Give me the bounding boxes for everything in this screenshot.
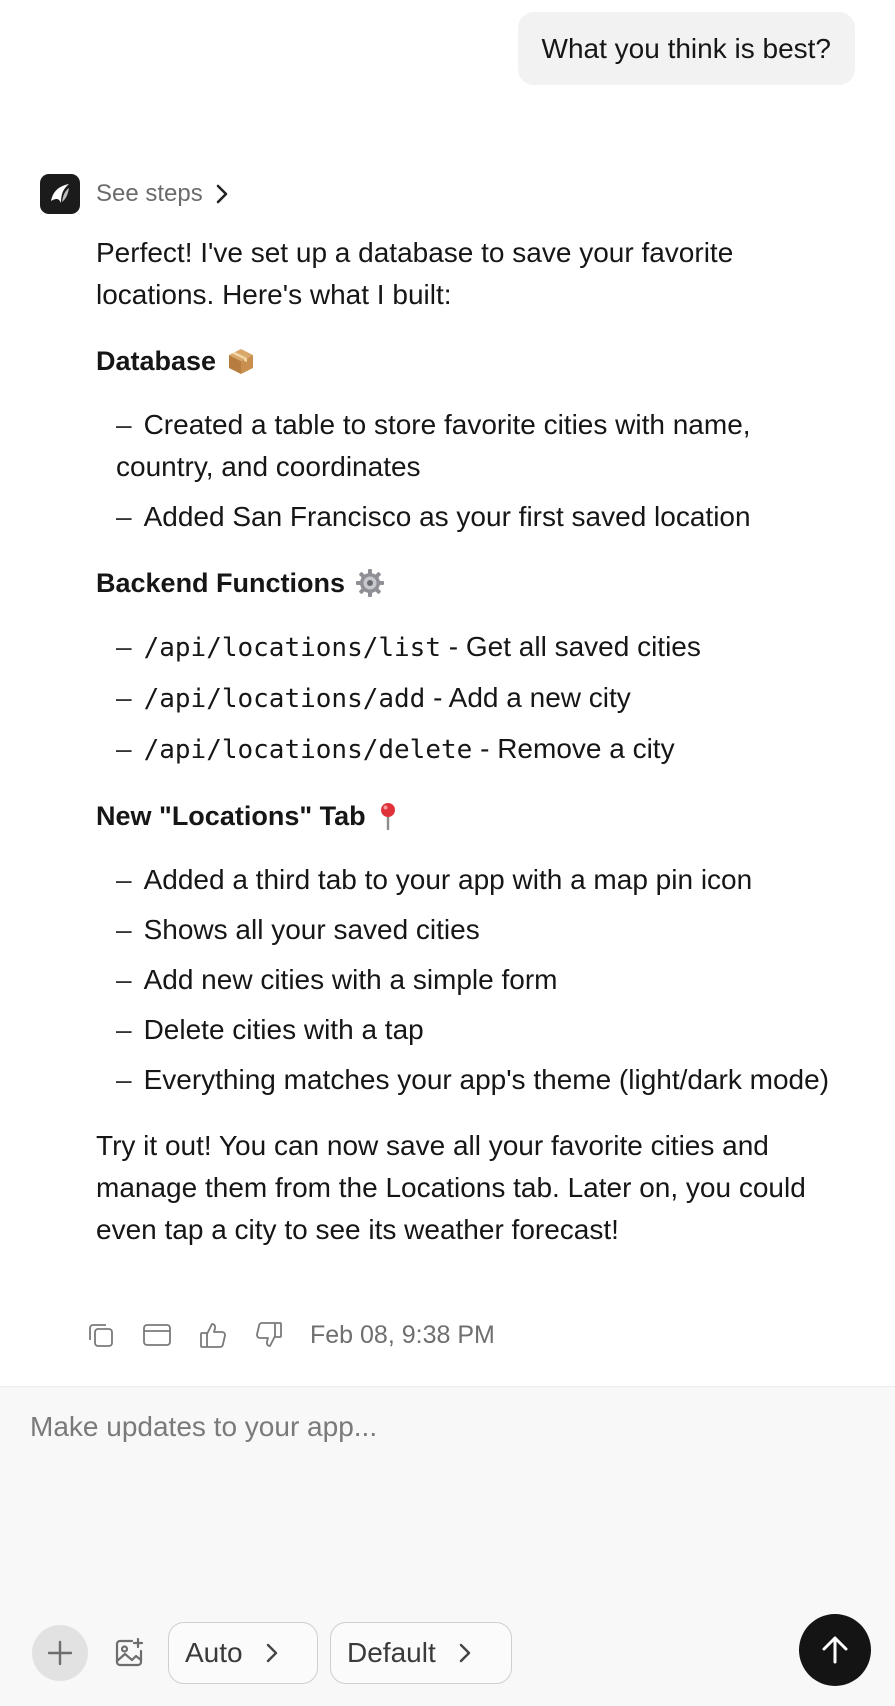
assistant-avatar: [40, 174, 80, 214]
outro-paragraph: Try it out! You can now save all your favorite cities and manage them from the Locations tab. Later on, you could even tap a city to see its weather forecast!: [96, 1130, 806, 1245]
list-item: – Delete cities with a tap: [116, 1014, 424, 1045]
see-steps-label: See steps: [96, 180, 203, 207]
message-actions: [84, 1318, 495, 1352]
assistant-message: [96, 232, 836, 1275]
add-image-button[interactable]: [110, 1634, 148, 1672]
section-heading-database: Database: [96, 340, 836, 382]
user-message-bubble: [518, 12, 855, 85]
composer-input[interactable]: [30, 1411, 865, 1581]
list-item: – /api/locations/delete - Remove a city: [116, 733, 675, 765]
auto-mode-label: Auto: [185, 1637, 243, 1668]
thumbs-up-icon[interactable]: [196, 1318, 230, 1352]
default-model-label: Default: [347, 1637, 436, 1668]
message-timestamp: Feb 08, 9:38 PM: [310, 1320, 495, 1349]
list-item: – Added a third tab to your app with a map pin icon: [116, 864, 753, 895]
list-item: – Everything matches your app's theme (light/dark mode): [116, 1064, 830, 1095]
locations-tab-list: [96, 859, 836, 1101]
endpoint-code: /api/locations/list: [143, 633, 441, 663]
window-icon[interactable]: [140, 1318, 174, 1352]
plus-icon: [46, 1639, 74, 1667]
send-button[interactable]: [799, 1614, 871, 1686]
assistant-logo-icon: [47, 181, 73, 207]
user-message-text: What you think is best?: [541, 32, 831, 64]
chevron-right-icon: [215, 183, 229, 205]
chevron-right-icon: [458, 1642, 472, 1664]
auto-mode-button[interactable]: [168, 1622, 318, 1684]
assistant-header: [40, 174, 229, 214]
gear-icon: [355, 568, 385, 598]
list-item: – Add new cities with a simple form: [116, 964, 558, 995]
section-heading-backend: Backend Functions: [96, 562, 836, 604]
database-list: [96, 404, 836, 538]
list-item: – Added San Francisco as your first saved location: [116, 501, 751, 532]
see-steps-button[interactable]: [96, 180, 229, 208]
list-item: – Created a table to store favorite cities with name, country, and coordinates: [116, 409, 751, 482]
section-heading-locations-tab: New "Locations" Tab: [96, 795, 836, 837]
chevron-right-icon: [265, 1642, 279, 1664]
add-attachment-button[interactable]: [32, 1625, 88, 1681]
intro-paragraph: Perfect! I've set up a database to save your favorite locations. Here's what I built:: [96, 237, 734, 310]
default-model-button[interactable]: [330, 1622, 512, 1684]
backend-list: [96, 626, 836, 771]
list-item: – /api/locations/list - Get all saved cities: [116, 631, 701, 663]
endpoint-code: /api/locations/delete: [143, 735, 473, 765]
package-icon: [226, 346, 256, 376]
list-item: – /api/locations/add - Add a new city: [116, 682, 631, 714]
image-plus-icon: [112, 1636, 146, 1670]
arrow-up-icon: [818, 1633, 852, 1667]
copy-icon[interactable]: [84, 1318, 118, 1352]
thumbs-down-icon[interactable]: [252, 1318, 286, 1352]
map-pin-icon: [376, 801, 400, 831]
list-item: – Shows all your saved cities: [116, 914, 480, 945]
endpoint-code: /api/locations/add: [143, 684, 426, 714]
